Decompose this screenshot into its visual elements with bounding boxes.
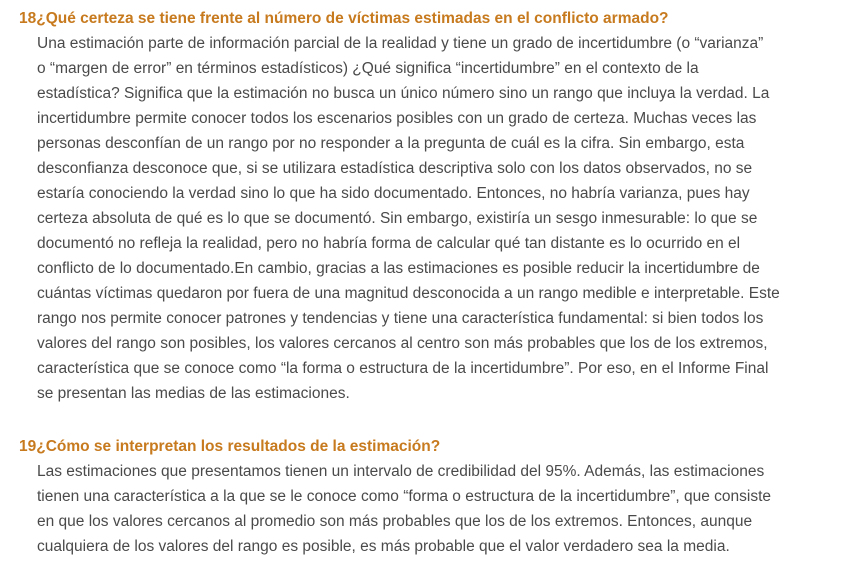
answer-line: valores del rango son posibles, los valores cercanos al centro son más probables que los de los extremos, [37, 335, 768, 352]
faq-question-number: 19 [19, 438, 37, 455]
answer-line: estaría conociendo la verdad sino lo que ha sido documentado. Entonces, no habría varianza, pues hay [37, 185, 750, 202]
answer-line: documentó no refleja la realidad, pero no habría forma de calcular qué tan distante es lo ocurrido en el [37, 235, 741, 252]
answer-line: incertidumbre permite conocer todos los escenarios posibles con un grado de certeza. Muchas veces las [37, 110, 757, 127]
faq-question-18 [0, 6, 841, 31]
answer-line: cualquiera de los valores del rango es posible, es más probable que el valor verdadero sea la media. [37, 538, 730, 555]
faq-item-19 [0, 434, 841, 559]
faq-question-19 [0, 434, 841, 459]
answer-line: se presentan las medias de las estimaciones. [37, 385, 350, 402]
answer-line: desconfianza desconoce que, si se utilizara estadística descriptiva solo con los datos observados, no se [37, 160, 753, 177]
answer-line: personas desconfían de un rango por no responder a la pregunta de cuál es la cifra. Sin embargo, esta [37, 135, 745, 152]
answer-line: rango nos permite conocer patrones y tendencias y tiene una característica fundamental: si bien todos los [37, 310, 764, 327]
answer-line: conflicto de lo documentado.En cambio, gracias a las estimaciones es posible reducir la incertidumbre de [37, 260, 760, 277]
faq-item-18 [0, 6, 841, 406]
answer-line: tienen una característica a la que se le conoce como “forma o estructura de la incertidumbre”, que consiste [37, 488, 772, 505]
faq-question-text: ¿Cómo se interpretan los resultados de la estimación? [36, 438, 441, 455]
answer-line: o “margen de error” en términos estadísticos) ¿Qué significa “incertidumbre” en el contexto de la [37, 60, 699, 77]
faq-question-number: 18 [19, 10, 37, 27]
answer-line: cuántas víctimas quedaron por fuera de una magnitud desconocida a un rango medible e interpretable. Este [37, 285, 780, 302]
answer-line: Una estimación parte de información parcial de la realidad y tiene un grado de incertidumbre (o “varianza” [37, 35, 764, 52]
answer-line: estadística? Significa que la estimación no busca un único número sino un rango que incluya la verdad. La [37, 85, 770, 102]
faq-answer-19 [0, 459, 809, 559]
answer-line: Las estimaciones que presentamos tienen un intervalo de credibilidad del 95%. Además, las estimaciones [37, 463, 765, 480]
answer-line: en que los valores cercanos al promedio son más probables que los de los extremos. Entonces, aunque [37, 513, 753, 530]
answer-line: certeza absoluta de qué es lo que se documentó. Sin embargo, existiría un sesgo inmesurable: lo que se [37, 210, 758, 227]
answer-line: característica que se conoce como “la forma o estructura de la incertidumbre”. Por eso, en el Informe Final [37, 360, 769, 377]
faq-question-text: ¿Qué certeza se tiene frente al número de víctimas estimadas en el conflicto armado? [36, 10, 669, 27]
faq-answer-18 [0, 31, 809, 406]
